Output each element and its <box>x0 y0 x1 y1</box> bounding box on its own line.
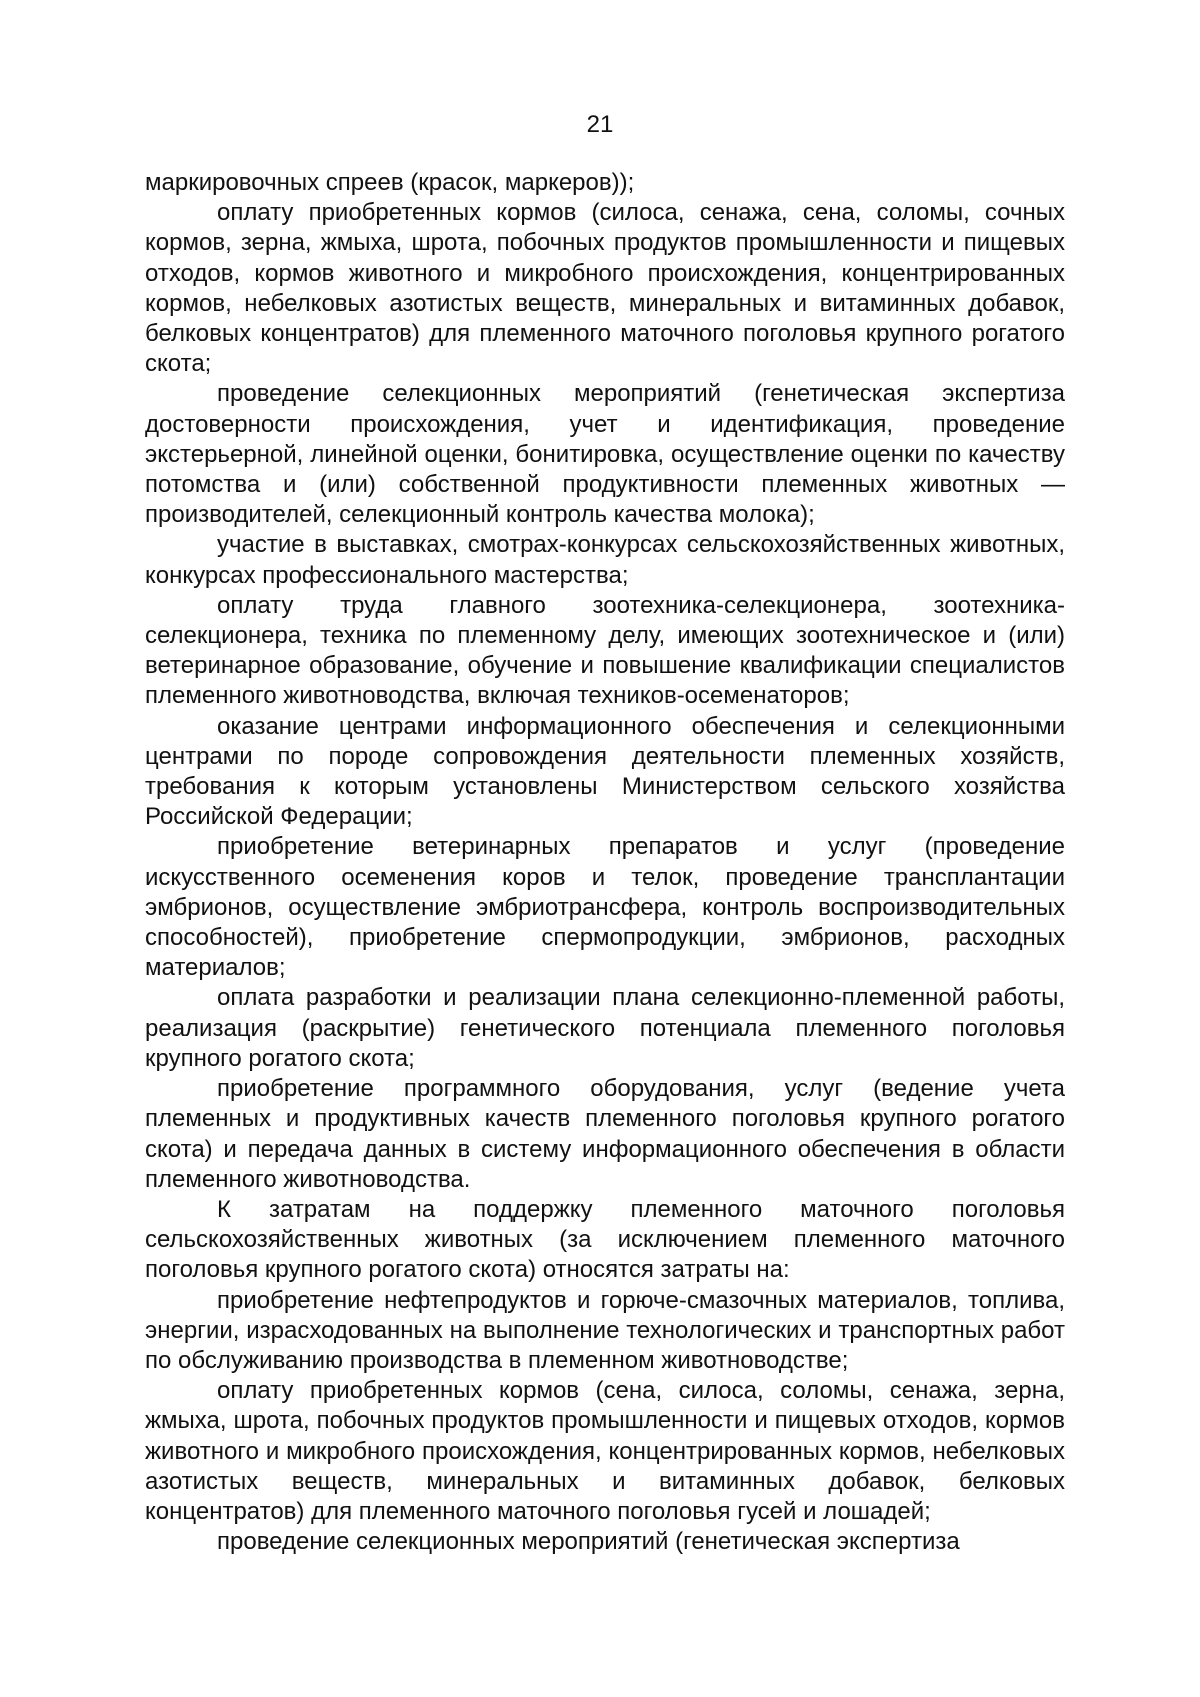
paragraph-veterinary: приобретение ветеринарных препаратов и услуг (проведение искусственного осеменения коров и телок, проведение трансплантации эмбрионов, осуществление эмбриотрансфера, контроль воспроизводительных способностей), приобретение спермопродукции, эмбрионов, расходных материалов; <box>145 833 1065 982</box>
paragraph-information-centers: оказание центрами информационного обеспечения и селекционными центрами по породе сопровождения деятельности племенных хозяйств, требования к которым установлены Министерством сельского хозяйства Российской Федерации; <box>145 712 1065 831</box>
paragraph-exhibitions: участие в выставках, смотрах-конкурсах сельскохозяйственных животных, конкурсах профессионального мастерства; <box>145 531 1065 589</box>
paragraph-breeding-plan: оплата разработки и реализации плана селекционно-племенной работы, реализация (раскрытие) генетического потенциала племенного поголовья крупного рогатого скота; <box>145 984 1065 1072</box>
paragraph-continuation: маркировочных спреев (красок, маркеров)); <box>145 169 635 196</box>
paragraph-selection-measures-cattle: проведение селекционных мероприятий (генетическая экспертиза достоверности происхождения, учет и идентификация, проведение экстерьерной, линейной оценки, бонитировка, осуществление оценки по качеству потомства и (или) собственной продуктивности племенных животных — производителей, селекционный контроль качества молока); <box>145 380 1065 529</box>
paragraph-selection-measures-cut: проведение селекционных мероприятий (генетическая экспертиза <box>217 1528 960 1556</box>
paragraph-other-livestock-costs: К затратам на поддержку племенного маточного поголовья сельскохозяйственных животных (за исключением племенного маточного поголовья крупного рогатого скота) относятся затраты на: <box>145 1195 1065 1284</box>
page-number: 21 <box>586 111 614 138</box>
paragraph-feed-purchase-geese-horses: оплату приобретенных кормов (сена, силоса, соломы, сенажа, зерна, жмыха, шрота, побочных продуктов промышленности и пищевых отходов, кормов животного и микробного происхождения, концентрированных кормов, небелковых азотистых веществ, минеральных и витаминных добавок, белковых концентратов) для племенного маточного поголовья гусей и лошадей; <box>145 1377 1065 1525</box>
paragraph-software: приобретение программного оборудования, услуг (ведение учета племенных и продуктивных качеств племенного поголовья крупного рогатого скота) и передача данных в систему информационного обеспечения в области племенного животноводства. <box>145 1075 1065 1193</box>
paragraph-labor-payment: оплату труда главного зоотехника-селекционера, зоотехника-селекционера, техника по племенному делу, имеющих зоотехническое и (или) ветеринарное образование, обучение и повышение квалификации специалистов племенного животноводства, включая техников-осеменаторов; <box>145 591 1065 710</box>
paragraph-feed-purchase-cattle: оплату приобретенных кормов (силоса, сенажа, сена, соломы, сочных кормов, зерна, жмыха, шрота, побочных продуктов промышленности и пищевых отходов, кормов животного и микробного происхождения, концентрированных кормов, небелковых азотистых веществ, минеральных и витаминных добавок, белковых концентратов) для племенного маточного поголовья крупного рогатого скота; <box>145 199 1065 378</box>
document-body <box>145 168 1065 1557</box>
paragraph-fuel: приобретение нефтепродуктов и горюче-смазочных материалов, топлива, энергии, израсходованных на выполнение технологических и транспортных работ по обслуживанию производства в племенном животноводстве; <box>145 1286 1065 1374</box>
